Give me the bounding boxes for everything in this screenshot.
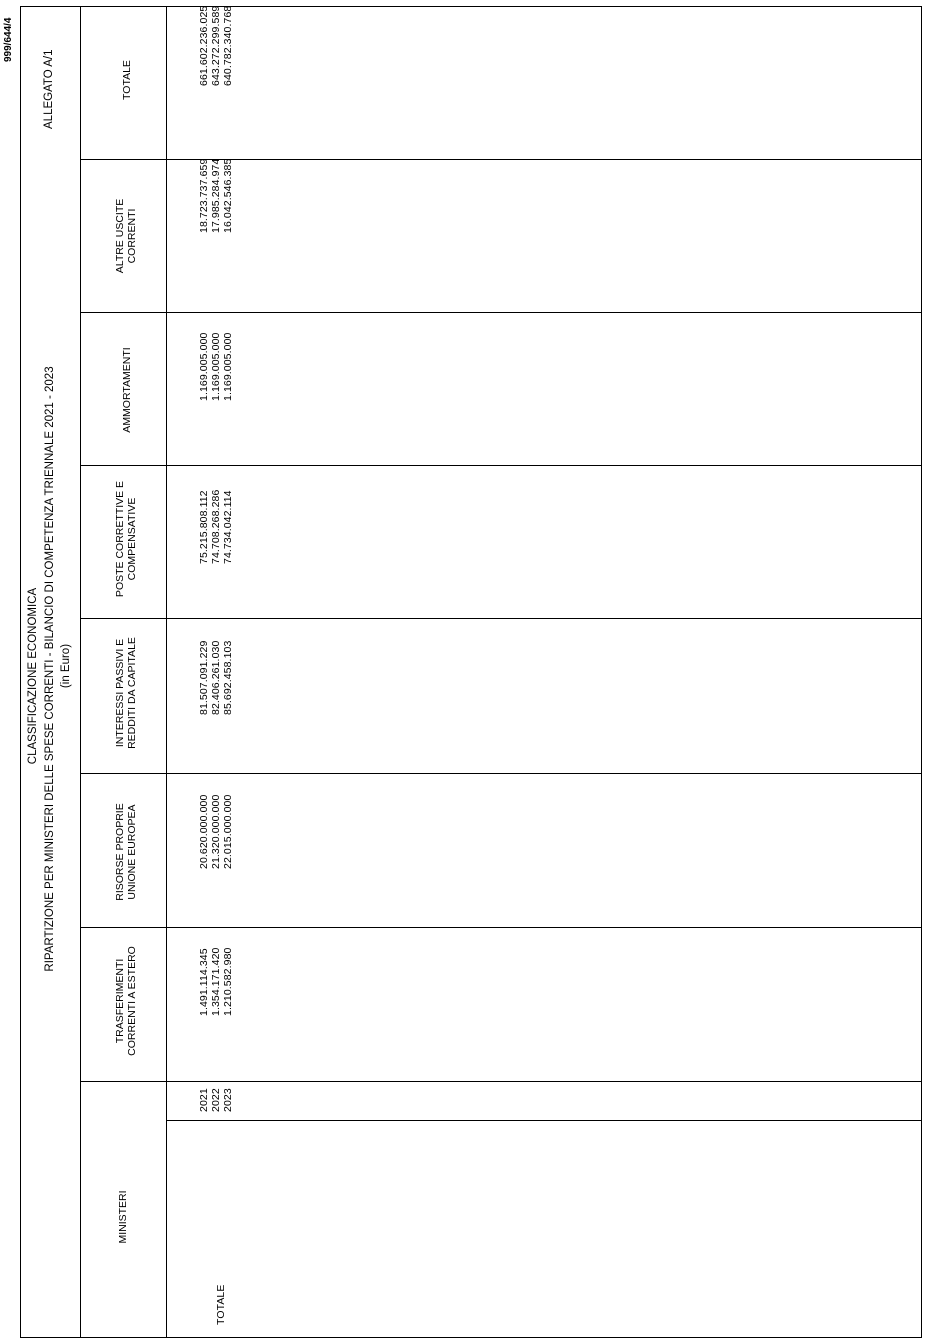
- header-risorse-line1: RISORSE PROPRIE: [114, 803, 126, 901]
- year-2023: 2023: [222, 1088, 234, 1112]
- col-sep-risorse: [80, 927, 922, 928]
- header-trasferimenti-line2: CORRENTI A ESTERO: [126, 946, 138, 1056]
- header-risorse-line2: UNIONE EUROPEA: [126, 804, 138, 900]
- header-poste: [114, 466, 138, 612]
- value-risorse-2022: 21.320.000.000: [210, 794, 222, 869]
- col-sep-poste: [80, 618, 922, 619]
- header-trasferimenti: [114, 931, 138, 1071]
- value-poste-2021: 75.215.808.112: [198, 490, 210, 564]
- page-frame: [20, 6, 922, 1338]
- col-sep-altre: [80, 312, 922, 313]
- value-trasferimenti-2023: 1.210.582.980: [222, 947, 234, 1016]
- header-altre-line2: CORRENTI: [126, 208, 138, 264]
- col-sep-trasferimenti: [80, 1081, 922, 1082]
- col-sep-interessi: [80, 773, 922, 774]
- header-trasferimenti-line1: TRASFERIMENTI: [114, 958, 126, 1044]
- header-risorse: [114, 787, 138, 917]
- allegato-label: ALLEGATO A/1: [43, 49, 55, 129]
- value-poste-2022: 74.708.268.286: [210, 489, 222, 564]
- value-interessi-2023: 85.692.458.103: [222, 640, 234, 715]
- header-totale: TOTALE: [121, 60, 133, 100]
- col-sep-years: [166, 1120, 922, 1121]
- value-interessi-2021: 81.507.091.229: [198, 640, 210, 715]
- value-altre-2021: 18.723.737.659: [198, 158, 210, 233]
- row-label-totale: TOTALE: [215, 1284, 227, 1325]
- header-altre-line1: ALTRE USCITE: [114, 198, 126, 274]
- title-ripartizione: RIPARTIZIONE PER MINISTERI DELLE SPESE CORRENTI - BILANCIO DI COMPETENZA TRIENNALE 2021 - 2023: [44, 366, 56, 972]
- value-totale-2023: 640.782.340.768: [222, 5, 234, 86]
- value-totale-2021: 661.602.236.025: [198, 5, 210, 86]
- year-2021: 2021: [198, 1088, 210, 1112]
- value-trasferimenti-2021: 1.491.114.345: [198, 948, 210, 1016]
- header-poste-line1: POSTE CORRETTIVE E: [114, 480, 126, 598]
- title-band-divider: [80, 6, 81, 1338]
- value-interessi-2022: 82.406.261.030: [210, 640, 222, 715]
- header-poste-line2: COMPENSATIVE: [126, 497, 138, 581]
- title-classificazione: CLASSIFICAZIONE ECONOMICA: [27, 587, 39, 765]
- header-band-divider: [166, 6, 167, 1338]
- value-ammortamenti-2023: 1.169.005.000: [222, 332, 234, 401]
- title-in-euro: (in Euro): [60, 643, 72, 689]
- value-altre-2023: 16.042.546.385: [222, 158, 234, 233]
- header-interessi-line1: INTERESSI PASSIVI E: [114, 638, 126, 748]
- value-ammortamenti-2021: 1.169.005.000: [198, 332, 210, 401]
- header-ammortamenti: AMMORTAMENTI: [121, 347, 133, 433]
- value-risorse-2023: 22.015.000.000: [222, 794, 234, 869]
- value-risorse-2021: 20.620.000.000: [198, 794, 210, 869]
- header-ministeri: MINISTERI: [117, 1190, 129, 1244]
- header-interessi: [114, 618, 138, 768]
- col-sep-ammortamenti: [80, 465, 922, 466]
- header-interessi-line2: REDDITI DA CAPITALE: [126, 637, 138, 749]
- year-2022: 2022: [210, 1088, 222, 1112]
- document-code: 999/644/4: [3, 17, 14, 62]
- header-altre: [114, 186, 138, 286]
- value-totale-2022: 643.272.299.589: [210, 5, 222, 86]
- value-trasferimenti-2022: 1.354.171.420: [210, 947, 222, 1016]
- value-altre-2022: 17.985.284.974: [210, 158, 222, 233]
- value-poste-2023: 74.734.042.114: [222, 490, 234, 564]
- value-ammortamenti-2022: 1.169.005.000: [210, 332, 222, 401]
